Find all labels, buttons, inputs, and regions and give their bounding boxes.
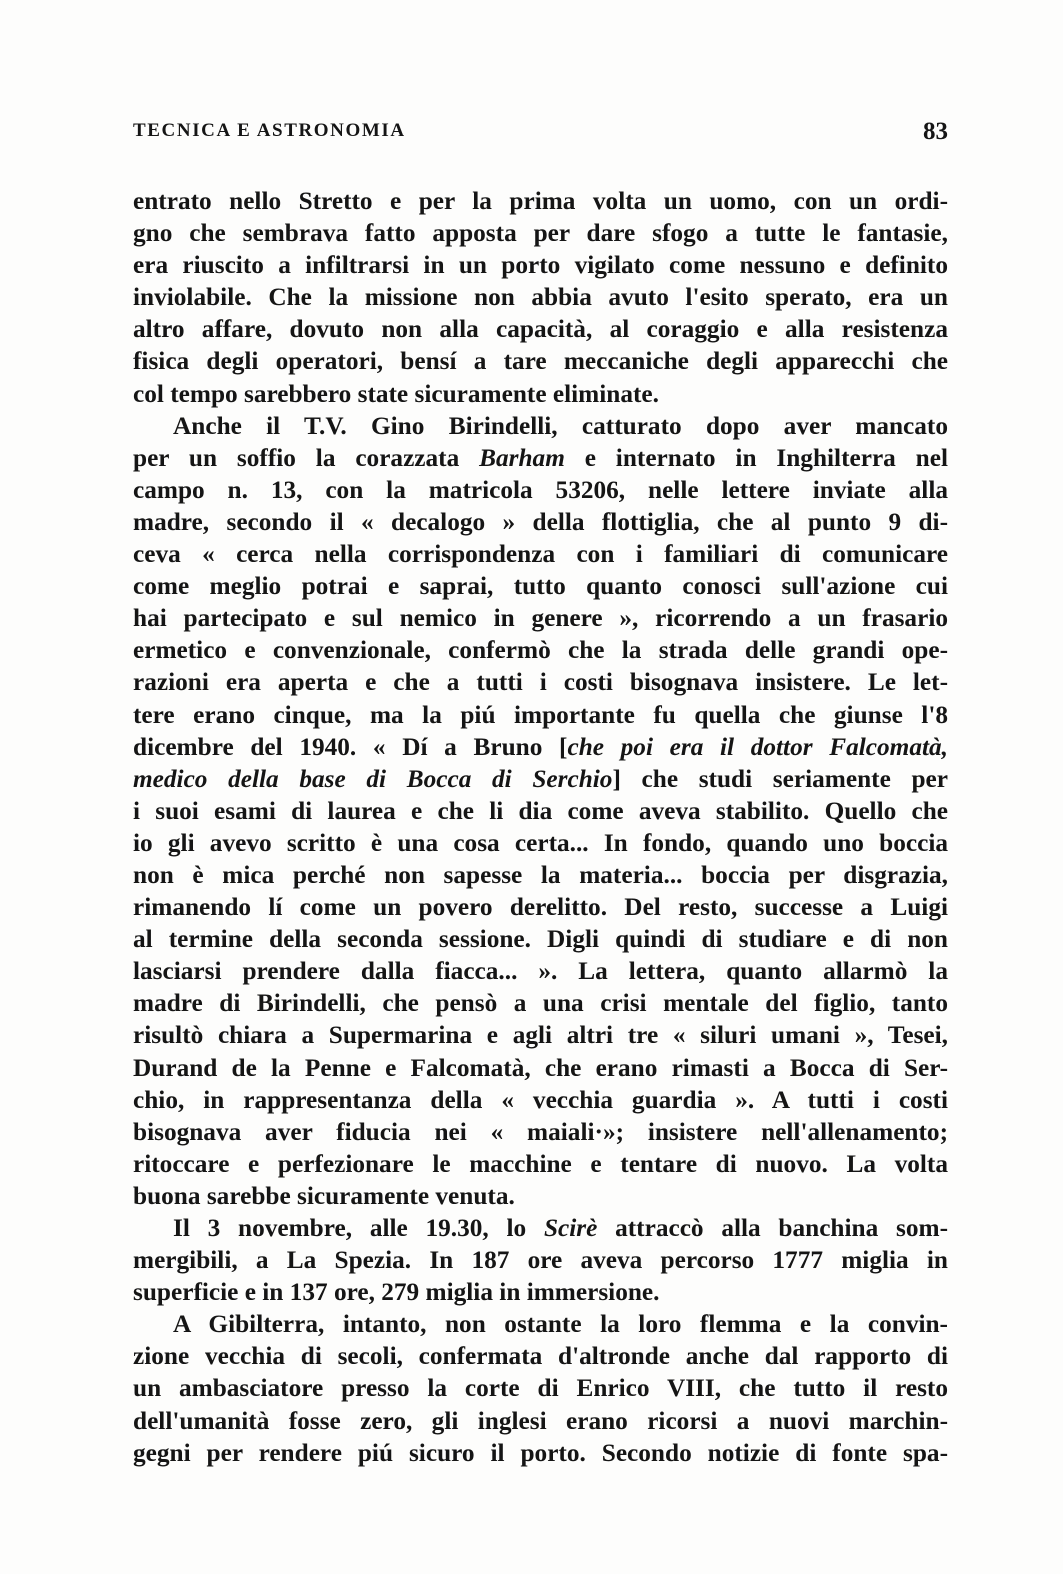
text-line: i suoi esami di laurea e che li dia come aveva stabilito. Quello che xyxy=(133,796,948,825)
text-line: dell'umanità fosse zero, gli inglesi erano ricorsi a nuovi marchin- xyxy=(133,1406,948,1435)
text-line: gegni per rendere piú sicuro il porto. Secondo notizie di fonte spa- xyxy=(133,1438,948,1467)
text-line: razioni era aperta e che a tutti i costi bisognava insistere. Le let- xyxy=(133,668,948,697)
text-line: rimanendo lí come un povero derelitto. Del resto, successe a Luigi xyxy=(133,893,948,922)
text-line: buona sarebbe sicuramente venuta. xyxy=(133,1181,515,1210)
text-line: io gli avevo scritto è una cosa certa... In fondo, quando uno boccia xyxy=(133,828,948,857)
text-line: dicembre del 1940. « Dí a Bruno [che poi era il dottor Falcomatà, xyxy=(133,732,948,761)
text-line: al termine della seconda sessione. Digli quindi di studiare e di non xyxy=(133,925,948,954)
text-line: risultò chiara a Supermarina e agli altri tre « siluri umani », Tesei, xyxy=(133,1021,948,1050)
text-line: tere erano cinque, ma la piú importante fu quella che giunse l'8 xyxy=(133,700,948,729)
text-line: Anche il T.V. Gino Birindelli, catturato dopo aver mancato xyxy=(173,411,948,440)
running-title: TECNICA E ASTRONOMIA xyxy=(133,120,406,141)
text-line: madre di Birindelli, che pensò a una crisi mentale del figlio, tanto xyxy=(133,989,948,1018)
text-line: per un soffio la corazzata Barham e internato in Inghilterra nel xyxy=(133,443,949,472)
body-text xyxy=(133,185,948,1469)
text-line: chio, in rappresentanza della « vecchia guardia ». A tutti i costi xyxy=(133,1085,948,1114)
text-line: zione vecchia di secoli, confermata d'altronde anche dal rapporto di xyxy=(133,1342,948,1371)
text-line: campo n. 13, con la matricola 53206, nelle lettere inviate alla xyxy=(133,475,948,504)
text-line: inviolabile. Che la missione non abbia avuto l'esito sperato, era un xyxy=(133,283,948,312)
text-line: bisognava aver fiducia nei « maiali·»; insistere nell'allenamento; xyxy=(133,1117,948,1146)
running-head xyxy=(133,120,948,150)
text-line: mergibili, a La Spezia. In 187 ore aveva percorso 1777 miglia in xyxy=(133,1246,948,1275)
page-number: 83 xyxy=(923,118,948,145)
text-line: entrato nello Stretto e per la prima volta un uomo, con un ordi- xyxy=(133,187,948,215)
text-line: medico della base di Bocca di Serchio] che studi seriamente per xyxy=(133,764,948,793)
text-line: era riuscito a infiltrarsi in un porto vigilato come nessuno e definito xyxy=(133,251,948,280)
text-line: superficie e in 137 ore, 279 miglia in immersione. xyxy=(133,1278,660,1307)
text-line: non è mica perché non sapesse la materia... boccia per disgrazia, xyxy=(133,860,948,889)
text-line: Il 3 novembre, alle 19.30, lo Scirè attraccò alla banchina som- xyxy=(173,1214,948,1242)
text-line: ritoccare e perfezionare le macchine e tentare di nuovo. La volta xyxy=(133,1149,948,1178)
text-line: ceva « cerca nella corrispondenza con i familiari di comunicare xyxy=(133,540,948,569)
text-line: gno che sembrava fatto apposta per dare sfogo a tutte le fantasie, xyxy=(133,219,948,248)
text-line: col tempo sarebbero state sicuramente eliminate. xyxy=(133,379,659,408)
text-line: un ambasciatore presso la corte di Enrico VIII, che tutto il resto xyxy=(133,1374,948,1403)
text-line: madre, secondo il « decalogo » della flottiglia, che al punto 9 di- xyxy=(133,507,948,536)
text-line: hai partecipato e sul nemico in genere », ricorrendo a un frasario xyxy=(133,604,948,633)
text-line: Durand de la Penne e Falcomatà, che erano rimasti a Bocca di Ser- xyxy=(133,1053,948,1082)
text-line: A Gibilterra, intanto, non ostante la loro flemma e la convin- xyxy=(173,1310,948,1339)
text-line: ermetico e convenzionale, confermò che la strada delle grandi ope- xyxy=(133,636,948,665)
text-line: lasciarsi prendere dalla fiacca... ». La lettera, quanto allarmò la xyxy=(133,957,948,986)
text-line: fisica degli operatori, bensí a tare meccaniche degli apparecchi che xyxy=(133,347,948,376)
text-line: come meglio potrai e saprai, tutto quanto conosci sull'azione cui xyxy=(133,572,948,601)
text-line: altro affare, dovuto non alla capacità, al coraggio e alla resistenza xyxy=(133,315,948,344)
